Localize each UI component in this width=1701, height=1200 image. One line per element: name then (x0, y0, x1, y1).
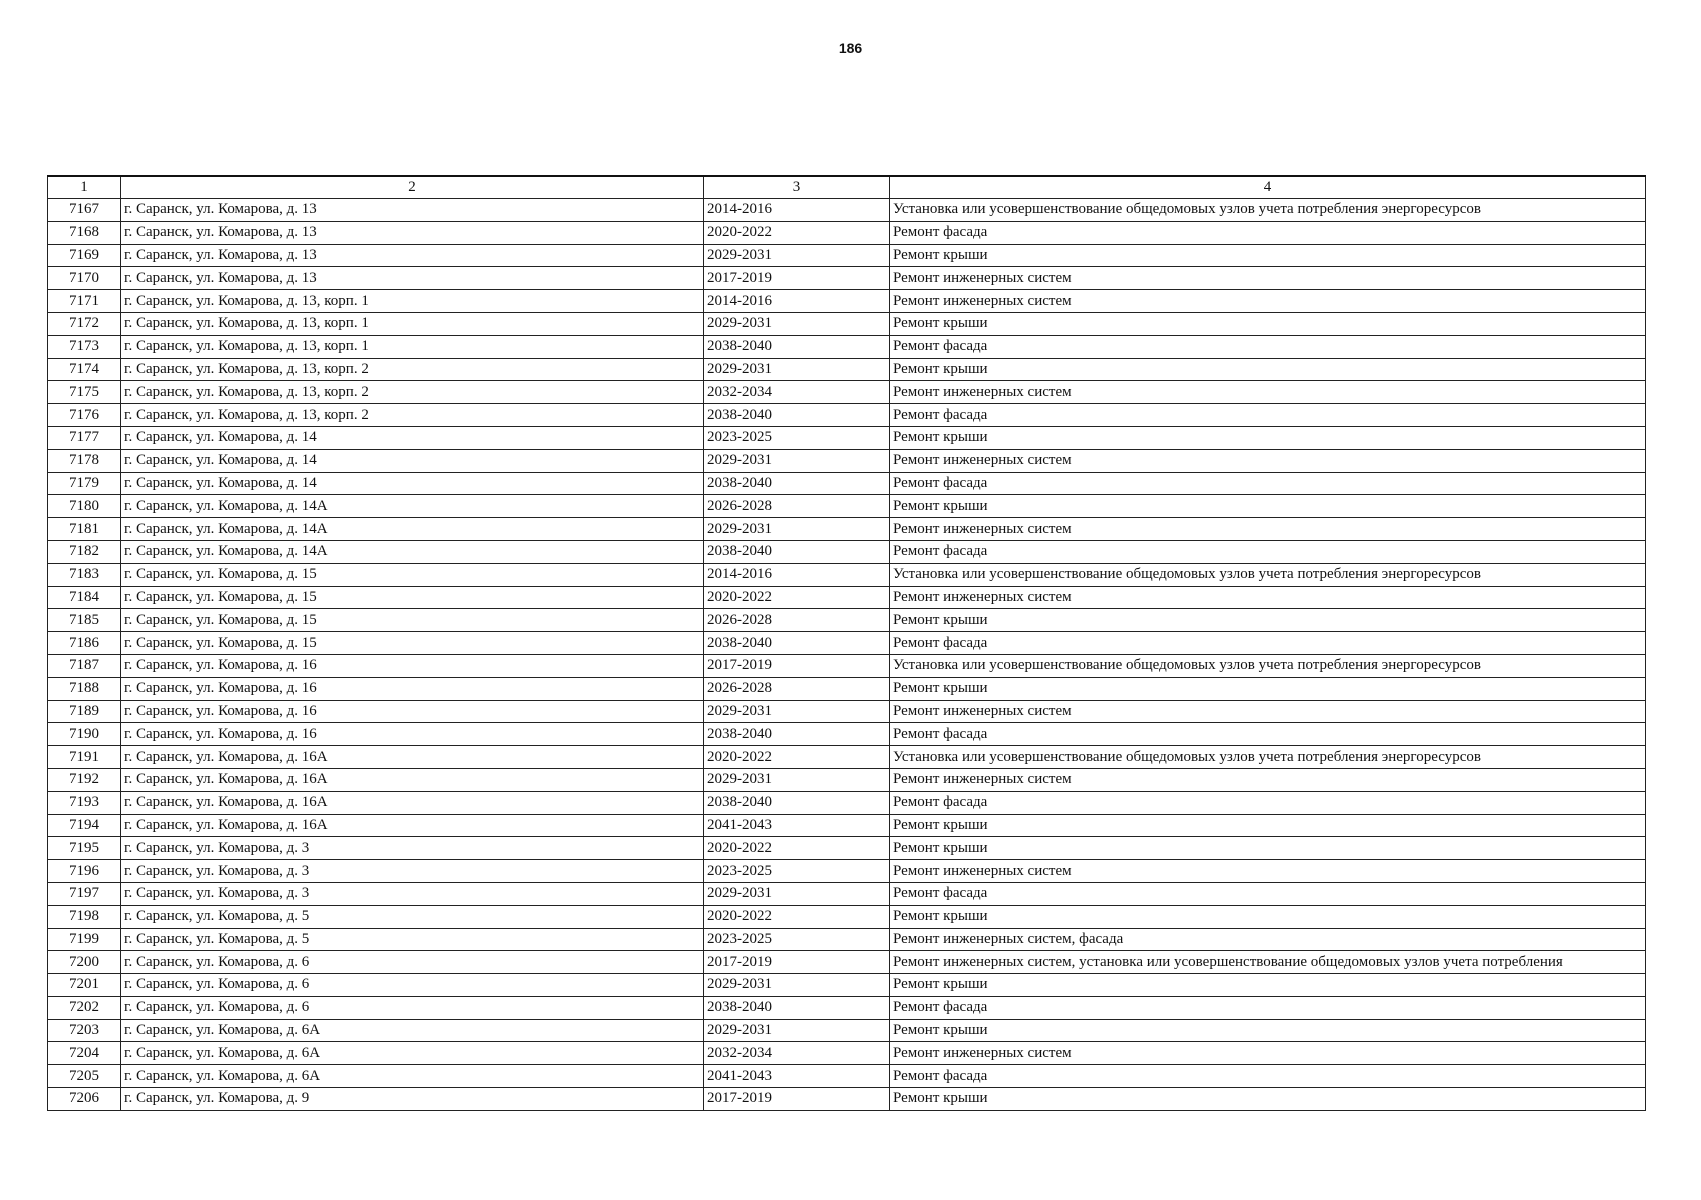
row-number-cell: 7176 (48, 404, 121, 427)
row-number-cell: 7177 (48, 426, 121, 449)
table-row (48, 540, 1646, 563)
table-row (48, 677, 1646, 700)
address-cell: г. Саранск, ул. Комарова, д. 3 (121, 860, 704, 883)
address-cell: г. Саранск, ул. Комарова, д. 6А (121, 1042, 704, 1065)
table-row (48, 814, 1646, 837)
period-cell: 2020-2022 (704, 586, 890, 609)
row-number-cell: 7185 (48, 609, 121, 632)
period-cell: 2020-2022 (704, 905, 890, 928)
work-type-cell: Ремонт крыши (890, 495, 1646, 518)
period-cell: 2029-2031 (704, 1019, 890, 1042)
address-cell: г. Саранск, ул. Комарова, д. 15 (121, 632, 704, 655)
address-cell: г. Саранск, ул. Комарова, д. 16А (121, 814, 704, 837)
work-type-cell: Установка или усовершенствование общедомовых узлов учета потребления энергоресурсов (890, 199, 1646, 222)
table-row (48, 335, 1646, 358)
column-header-3: 3 (704, 176, 890, 199)
work-type-cell: Установка или усовершенствование общедомовых узлов учета потребления энергоресурсов (890, 654, 1646, 677)
page-number: 186 (838, 40, 863, 56)
row-number-cell: 7183 (48, 563, 121, 586)
period-cell: 2041-2043 (704, 814, 890, 837)
table-row (48, 1065, 1646, 1088)
work-type-cell: Ремонт инженерных систем (890, 290, 1646, 313)
column-header-1: 1 (48, 176, 121, 199)
row-number-cell: 7191 (48, 746, 121, 769)
row-number-cell: 7203 (48, 1019, 121, 1042)
work-type-cell: Ремонт фасада (890, 632, 1646, 655)
work-type-cell: Ремонт крыши (890, 677, 1646, 700)
address-cell: г. Саранск, ул. Комарова, д. 13, корп. 1 (121, 290, 704, 313)
row-number-cell: 7202 (48, 996, 121, 1019)
table-row (48, 837, 1646, 860)
row-number-cell: 7193 (48, 791, 121, 814)
period-cell: 2014-2016 (704, 290, 890, 313)
period-cell: 2038-2040 (704, 404, 890, 427)
row-number-cell: 7180 (48, 495, 121, 518)
work-type-cell: Ремонт инженерных систем, установка или усовершенствование общедомовых узлов учета потребления (890, 951, 1646, 974)
address-cell: г. Саранск, ул. Комарова, д. 6 (121, 996, 704, 1019)
table-row (48, 632, 1646, 655)
table-row (48, 700, 1646, 723)
address-cell: г. Саранск, ул. Комарова, д. 6А (121, 1065, 704, 1088)
period-cell: 2023-2025 (704, 860, 890, 883)
address-cell: г. Саранск, ул. Комарова, д. 13, корп. 1 (121, 335, 704, 358)
period-cell: 2038-2040 (704, 723, 890, 746)
period-cell: 2038-2040 (704, 472, 890, 495)
period-cell: 2029-2031 (704, 244, 890, 267)
address-cell: г. Саранск, ул. Комарова, д. 13 (121, 199, 704, 222)
work-type-cell: Ремонт фасада (890, 791, 1646, 814)
address-cell: г. Саранск, ул. Комарова, д. 14А (121, 518, 704, 541)
row-number-cell: 7192 (48, 768, 121, 791)
period-cell: 2038-2040 (704, 632, 890, 655)
period-cell: 2029-2031 (704, 358, 890, 381)
table-row (48, 495, 1646, 518)
address-cell: г. Саранск, ул. Комарова, д. 16А (121, 768, 704, 791)
address-cell: г. Саранск, ул. Комарова, д. 15 (121, 586, 704, 609)
row-number-cell: 7178 (48, 449, 121, 472)
address-cell: г. Саранск, ул. Комарова, д. 14 (121, 449, 704, 472)
table-row (48, 1042, 1646, 1065)
table-row (48, 267, 1646, 290)
row-number-cell: 7171 (48, 290, 121, 313)
work-type-cell: Ремонт инженерных систем (890, 860, 1646, 883)
address-cell: г. Саранск, ул. Комарова, д. 16 (121, 677, 704, 700)
period-cell: 2032-2034 (704, 1042, 890, 1065)
row-number-cell: 7169 (48, 244, 121, 267)
table-row (48, 312, 1646, 335)
table-row (48, 381, 1646, 404)
row-number-cell: 7186 (48, 632, 121, 655)
address-cell: г. Саранск, ул. Комарова, д. 13, корп. 2 (121, 358, 704, 381)
address-cell: г. Саранск, ул. Комарова, д. 15 (121, 563, 704, 586)
table-row (48, 449, 1646, 472)
row-number-cell: 7201 (48, 974, 121, 997)
period-cell: 2038-2040 (704, 791, 890, 814)
row-number-cell: 7204 (48, 1042, 121, 1065)
column-header-2: 2 (121, 176, 704, 199)
table-row (48, 472, 1646, 495)
header-row (48, 176, 1646, 199)
address-cell: г. Саранск, ул. Комарова, д. 16А (121, 746, 704, 769)
work-type-cell: Ремонт инженерных систем (890, 518, 1646, 541)
address-cell: г. Саранск, ул. Комарова, д. 13 (121, 221, 704, 244)
address-cell: г. Саранск, ул. Комарова, д. 16 (121, 723, 704, 746)
work-type-cell: Ремонт крыши (890, 1019, 1646, 1042)
period-cell: 2014-2016 (704, 563, 890, 586)
row-number-cell: 7205 (48, 1065, 121, 1088)
work-type-cell: Ремонт крыши (890, 358, 1646, 381)
address-cell: г. Саранск, ул. Комарова, д. 13, корп. 1 (121, 312, 704, 335)
address-cell: г. Саранск, ул. Комарова, д. 14 (121, 426, 704, 449)
work-type-cell: Ремонт фасада (890, 1065, 1646, 1088)
table-row (48, 905, 1646, 928)
period-cell: 2026-2028 (704, 609, 890, 632)
work-type-cell: Ремонт крыши (890, 312, 1646, 335)
period-cell: 2017-2019 (704, 951, 890, 974)
row-number-cell: 7189 (48, 700, 121, 723)
period-cell: 2029-2031 (704, 449, 890, 472)
period-cell: 2038-2040 (704, 540, 890, 563)
table-row (48, 654, 1646, 677)
address-cell: г. Саранск, ул. Комарова, д. 14 (121, 472, 704, 495)
table-row (48, 199, 1646, 222)
work-type-cell: Ремонт крыши (890, 426, 1646, 449)
table-row (48, 928, 1646, 951)
period-cell: 2029-2031 (704, 700, 890, 723)
period-cell: 2026-2028 (704, 495, 890, 518)
repair-schedule-table (47, 175, 1646, 1111)
table-row (48, 221, 1646, 244)
work-type-cell: Ремонт крыши (890, 609, 1646, 632)
row-number-cell: 7170 (48, 267, 121, 290)
work-type-cell: Ремонт фасада (890, 221, 1646, 244)
work-type-cell: Ремонт крыши (890, 244, 1646, 267)
work-type-cell: Ремонт инженерных систем (890, 449, 1646, 472)
period-cell: 2029-2031 (704, 312, 890, 335)
period-cell: 2029-2031 (704, 974, 890, 997)
work-type-cell: Ремонт инженерных систем (890, 586, 1646, 609)
work-type-cell: Ремонт фасада (890, 335, 1646, 358)
address-cell: г. Саранск, ул. Комарова, д. 9 (121, 1088, 704, 1111)
row-number-cell: 7195 (48, 837, 121, 860)
period-cell: 2020-2022 (704, 221, 890, 244)
row-number-cell: 7196 (48, 860, 121, 883)
address-cell: г. Саранск, ул. Комарова, д. 13 (121, 267, 704, 290)
address-cell: г. Саранск, ул. Комарова, д. 5 (121, 905, 704, 928)
table-row (48, 358, 1646, 381)
work-type-cell: Ремонт инженерных систем (890, 768, 1646, 791)
work-type-cell: Ремонт крыши (890, 814, 1646, 837)
work-type-cell: Ремонт крыши (890, 905, 1646, 928)
address-cell: г. Саранск, ул. Комарова, д. 14А (121, 495, 704, 518)
row-number-cell: 7174 (48, 358, 121, 381)
row-number-cell: 7182 (48, 540, 121, 563)
period-cell: 2017-2019 (704, 1088, 890, 1111)
period-cell: 2029-2031 (704, 768, 890, 791)
row-number-cell: 7187 (48, 654, 121, 677)
row-number-cell: 7181 (48, 518, 121, 541)
row-number-cell: 7197 (48, 882, 121, 905)
address-cell: г. Саранск, ул. Комарова, д. 14А (121, 540, 704, 563)
table-body (48, 199, 1646, 1111)
period-cell: 2038-2040 (704, 996, 890, 1019)
row-number-cell: 7198 (48, 905, 121, 928)
address-cell: г. Саранск, ул. Комарова, д. 13, корп. 2 (121, 381, 704, 404)
row-number-cell: 7172 (48, 312, 121, 335)
address-cell: г. Саранск, ул. Комарова, д. 3 (121, 882, 704, 905)
row-number-cell: 7199 (48, 928, 121, 951)
row-number-cell: 7184 (48, 586, 121, 609)
row-number-cell: 7188 (48, 677, 121, 700)
address-cell: г. Саранск, ул. Комарова, д. 15 (121, 609, 704, 632)
row-number-cell: 7190 (48, 723, 121, 746)
work-type-cell: Установка или усовершенствование общедомовых узлов учета потребления энергоресурсов (890, 746, 1646, 769)
table-row (48, 1019, 1646, 1042)
table-row (48, 518, 1646, 541)
work-type-cell: Ремонт инженерных систем (890, 381, 1646, 404)
address-cell: г. Саранск, ул. Комарова, д. 16 (121, 654, 704, 677)
period-cell: 2017-2019 (704, 267, 890, 290)
table-row (48, 882, 1646, 905)
column-header-4: 4 (890, 176, 1646, 199)
table-row (48, 791, 1646, 814)
period-cell: 2023-2025 (704, 928, 890, 951)
period-cell: 2041-2043 (704, 1065, 890, 1088)
work-type-cell: Ремонт фасада (890, 996, 1646, 1019)
work-type-cell: Ремонт инженерных систем (890, 1042, 1646, 1065)
table-row (48, 1088, 1646, 1111)
work-type-cell: Ремонт фасада (890, 404, 1646, 427)
period-cell: 2014-2016 (704, 199, 890, 222)
work-type-cell: Установка или усовершенствование общедомовых узлов учета потребления энергоресурсов (890, 563, 1646, 586)
address-cell: г. Саранск, ул. Комарова, д. 13 (121, 244, 704, 267)
work-type-cell: Ремонт фасада (890, 472, 1646, 495)
table-row (48, 996, 1646, 1019)
row-number-cell: 7168 (48, 221, 121, 244)
work-type-cell: Ремонт крыши (890, 1088, 1646, 1111)
period-cell: 2026-2028 (704, 677, 890, 700)
work-type-cell: Ремонт инженерных систем (890, 267, 1646, 290)
table-row (48, 723, 1646, 746)
address-cell: г. Саранск, ул. Комарова, д. 6 (121, 974, 704, 997)
address-cell: г. Саранск, ул. Комарова, д. 6 (121, 951, 704, 974)
period-cell: 2020-2022 (704, 746, 890, 769)
period-cell: 2032-2034 (704, 381, 890, 404)
row-number-cell: 7173 (48, 335, 121, 358)
work-type-cell: Ремонт инженерных систем, фасада (890, 928, 1646, 951)
row-number-cell: 7194 (48, 814, 121, 837)
table-row (48, 951, 1646, 974)
work-type-cell: Ремонт фасада (890, 723, 1646, 746)
address-cell: г. Саранск, ул. Комарова, д. 3 (121, 837, 704, 860)
work-type-cell: Ремонт крыши (890, 974, 1646, 997)
period-cell: 2017-2019 (704, 654, 890, 677)
table-row (48, 746, 1646, 769)
table-row (48, 609, 1646, 632)
address-cell: г. Саранск, ул. Комарова, д. 6А (121, 1019, 704, 1042)
work-type-cell: Ремонт инженерных систем (890, 700, 1646, 723)
row-number-cell: 7200 (48, 951, 121, 974)
table-header (48, 176, 1646, 199)
row-number-cell: 7206 (48, 1088, 121, 1111)
period-cell: 2029-2031 (704, 882, 890, 905)
address-cell: г. Саранск, ул. Комарова, д. 5 (121, 928, 704, 951)
row-number-cell: 7167 (48, 199, 121, 222)
address-cell: г. Саранск, ул. Комарова, д. 16А (121, 791, 704, 814)
table-row (48, 860, 1646, 883)
work-type-cell: Ремонт крыши (890, 837, 1646, 860)
work-type-cell: Ремонт фасада (890, 540, 1646, 563)
table-row (48, 404, 1646, 427)
table-row (48, 768, 1646, 791)
period-cell: 2020-2022 (704, 837, 890, 860)
table-row (48, 586, 1646, 609)
period-cell: 2029-2031 (704, 518, 890, 541)
row-number-cell: 7175 (48, 381, 121, 404)
period-cell: 2038-2040 (704, 335, 890, 358)
address-cell: г. Саранск, ул. Комарова, д. 16 (121, 700, 704, 723)
table-row (48, 974, 1646, 997)
work-type-cell: Ремонт фасада (890, 882, 1646, 905)
table-row (48, 290, 1646, 313)
table-row (48, 563, 1646, 586)
period-cell: 2023-2025 (704, 426, 890, 449)
table-row (48, 426, 1646, 449)
address-cell: г. Саранск, ул. Комарова, д. 13, корп. 2 (121, 404, 704, 427)
table-row (48, 244, 1646, 267)
row-number-cell: 7179 (48, 472, 121, 495)
